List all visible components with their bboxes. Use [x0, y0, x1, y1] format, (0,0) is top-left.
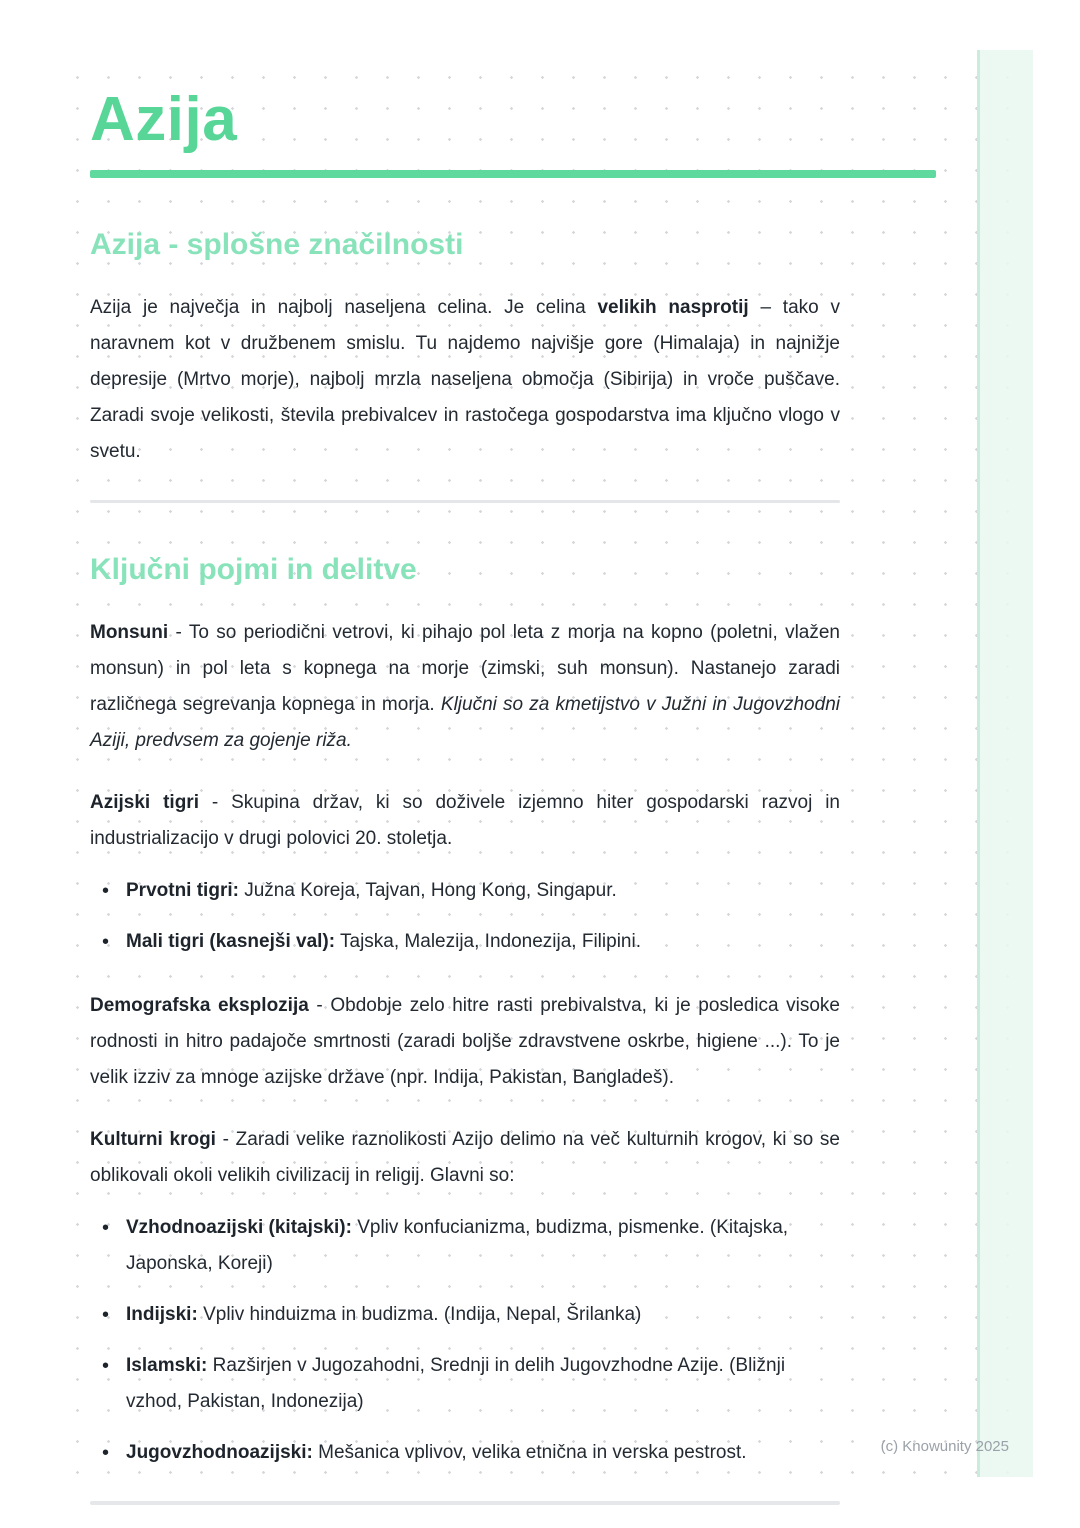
- section-heading-kljucni-pojmi: Ključni pojmi in delitve: [90, 553, 417, 587]
- bullet-label: Prvotni tigri:: [126, 880, 239, 902]
- title-underline-rule: [90, 170, 936, 178]
- italic-run-kmetijstvo: Ključni so za kmetijstvo v Južni in Jugovzhodni Aziji, predvsem za gojenje riža.: [90, 694, 840, 752]
- term-monsuni: Monsuni: [90, 622, 169, 644]
- watermark-text: (c) Knowunity 2025: [880, 1438, 1009, 1455]
- text-run: – tako v naravnem kot v družbenem smislu. Tu najdemo najvišje gore (Himalaja) in najnižje depresije (Mrtvo morje), najbolj mrzla naseljena območja (Sibirija) in vroče puščave. Zaradi svoje velikosti, števila prebivalcev in rastočega gospodarstva ima ključno vlogo v svetu.: [90, 297, 841, 463]
- list-item-jugovzhodnoazijski: [90, 1435, 840, 1471]
- bullet-label: Jugovzhodnoazijski:: [126, 1442, 313, 1464]
- text-run: To so periodični vetrovi, ki pihajo pol leta z morja na kopno (poletni, vlažen monsun) in pol leta s kopnega na morje (zimski, suh monsun). Nastanejo zaradi različnega segrevanja kopnega in morja.: [90, 622, 840, 716]
- paragraph-kulturni-krogi: [90, 1122, 840, 1194]
- paragraph-demografska-eksplozija: [90, 988, 840, 1096]
- section-divider: [90, 500, 840, 503]
- right-accent-strip: [977, 50, 1033, 1477]
- page-bottom-divider: [90, 1501, 840, 1505]
- text-run: Obdobje zelo hitre rasti prebivalstva, ki je posledica visoke rodnosti in hitro padajoče smrtnosti (zaradi boljše zdravstvene oskrbe, higiene ...). To je velik izziv za mnoge azijske države (npr. Indija, Pakistan, Bangladeš).: [90, 995, 841, 1089]
- bullet-label: Vzhodnoazijski (kitajski):: [126, 1217, 352, 1239]
- term-azijski-tigri: Azijski tigri: [90, 792, 199, 814]
- kulturni-krogi-bullet-list: [90, 1210, 840, 1471]
- page-title: Azija: [90, 85, 238, 154]
- note-content: [90, 50, 840, 1505]
- text-run: Skupina držav, ki so doživele izjemno hiter gospodarski razvoj in industrializacijo v drugi polovici 20. stoletja.: [90, 792, 841, 850]
- term-separator: -: [168, 622, 189, 644]
- list-item-prvotni-tigri: [90, 873, 840, 909]
- tigri-bullet-list: [90, 873, 840, 960]
- bullet-text: Tajska, Malezija, Indonezija, Filipini.: [335, 931, 641, 953]
- bullet-text: Razširjen v Jugozahodni, Srednji in delih Jugovzhodne Azije. (Bližnji vzhod, Pakistan, Indonezija): [126, 1355, 786, 1413]
- bullet-label: Indijski:: [126, 1304, 198, 1326]
- term-separator: -: [215, 1129, 236, 1151]
- term-separator: -: [308, 995, 331, 1017]
- list-item-vzhodnoazijski: [90, 1210, 840, 1282]
- bullet-text: Vpliv hinduizma in budizma. (Indija, Nepal, Šrilanka): [197, 1304, 642, 1326]
- term-demografska-eksplozija: Demografska eksplozija: [90, 995, 309, 1017]
- section-heading-splosne-znacilnosti: Azija - splošne značilnosti: [90, 228, 464, 262]
- bullet-label: Mali tigri (kasnejši val):: [126, 931, 336, 953]
- term-kulturni-krogi: Kulturni krogi: [90, 1129, 216, 1151]
- list-item-islamski: [90, 1348, 840, 1420]
- bullet-label: Islamski:: [126, 1355, 208, 1377]
- term-separator: -: [198, 792, 232, 814]
- list-item-mali-tigri: [90, 924, 840, 960]
- note-sheet: [55, 50, 1033, 1477]
- bold-run-velikih-nasprotij: velikih nasprotij: [597, 297, 749, 319]
- list-item-indijski: [90, 1297, 840, 1333]
- paragraph-intro: [90, 290, 840, 470]
- paragraph-azijski-tigri: [90, 785, 840, 857]
- text-run: Azija je največja in najbolj naseljena celina. Je celina: [90, 297, 598, 319]
- bullet-text: Vpliv konfucianizma, budizma, pismenke. (Kitajska, Japonska, Koreji): [126, 1217, 789, 1275]
- bullet-text: Mešanica vplivov, velika etnična in verska pestrost.: [312, 1442, 747, 1464]
- text-run: Zaradi velike raznolikosti Azijo delimo na več kulturnih krogov, ki so se oblikovali okoli velikih civilizacij in religij. Glavni so:: [90, 1129, 840, 1187]
- paragraph-monsuni: [90, 615, 840, 759]
- bullet-text: Južna Koreja, Tajvan, Hong Kong, Singapur.: [238, 880, 617, 902]
